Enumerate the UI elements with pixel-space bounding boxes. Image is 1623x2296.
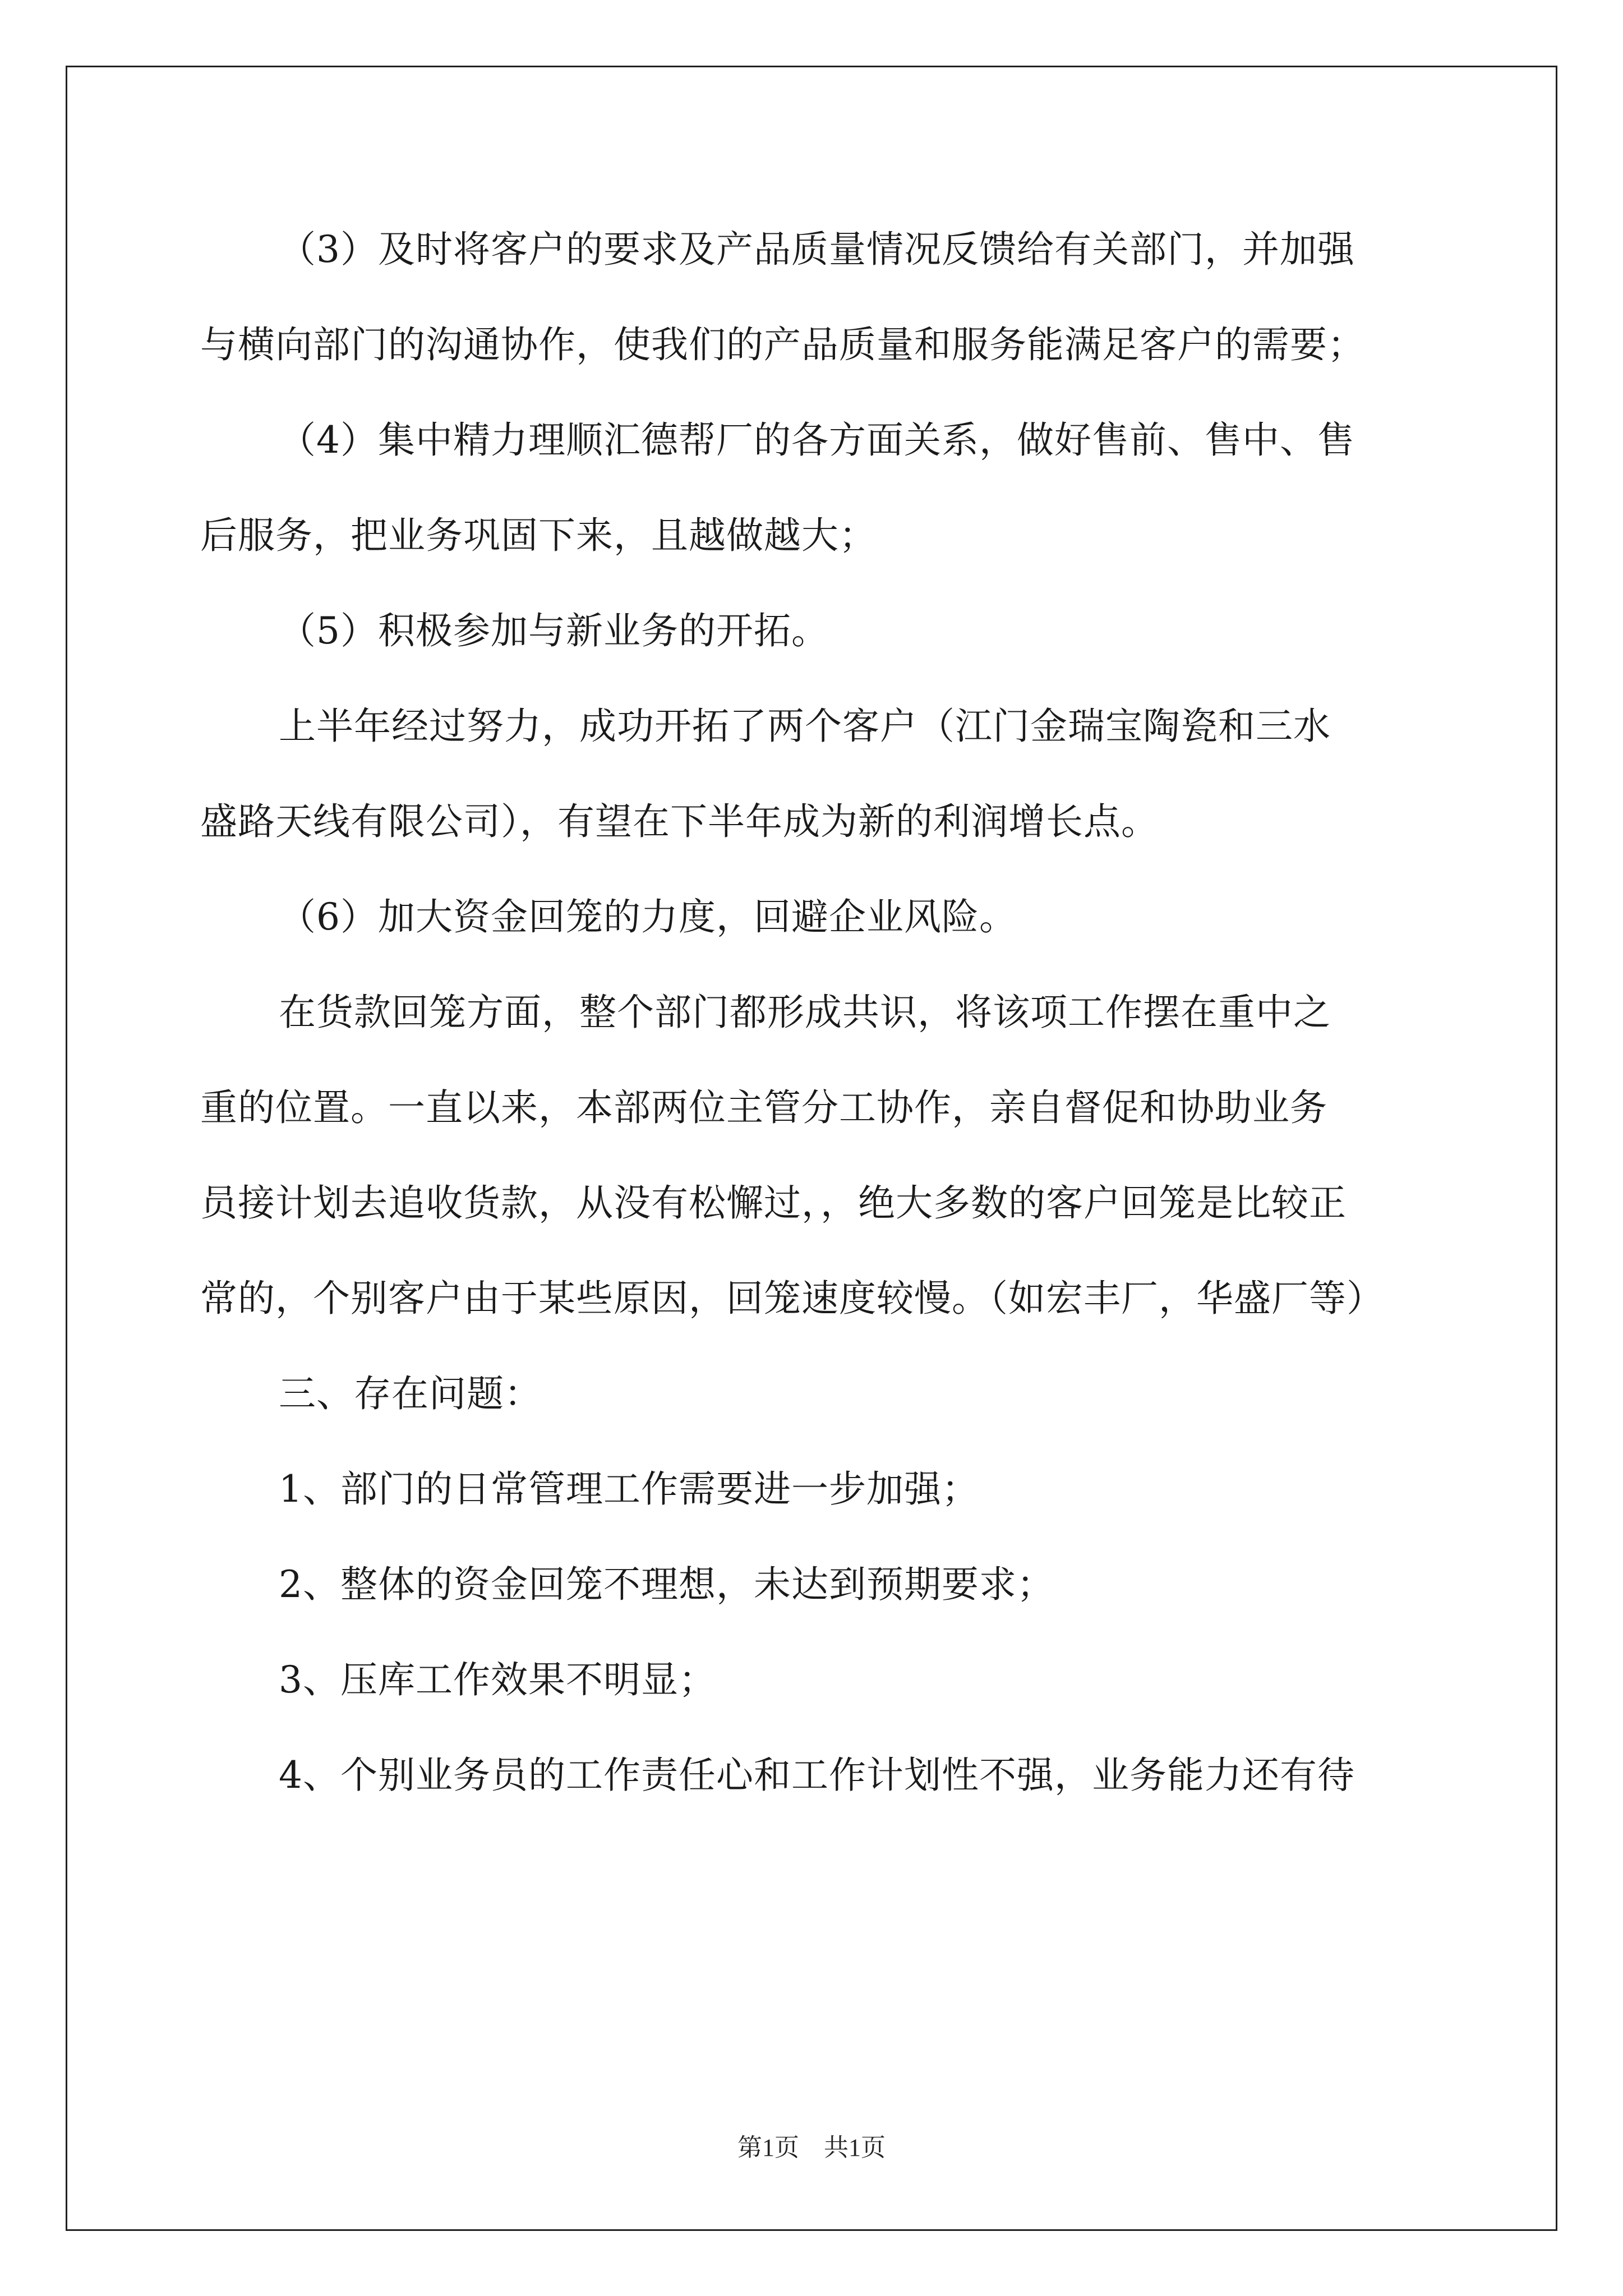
paragraph-line: 员接计划去追收货款，从没有松懈过，，绝大多数的客户回笼是比较正 (200, 1181, 1347, 1225)
paragraph-line: 上半年经过努力，成功开拓了两个客户（江门金瑞宝陶瓷和三水 (279, 705, 1331, 748)
paragraph-line: 与横向部门的沟通协作，使我们的产品质量和服务能满足客户的需要； (200, 323, 1365, 366)
list-item: 4、个别业务员的工作责任心和工作计划性不强，业务能力还有待 (279, 1754, 1355, 1797)
section-heading: 三、存在问题： (279, 1372, 542, 1415)
page-number-total: 共1页 (824, 2134, 886, 2161)
paragraph-line: 后服务，把业务巩固下来，且越做越大； (200, 514, 877, 557)
paragraph-line: 常的，个别客户由于某些原因，回笼速度较慢。（如宏丰厂，华盛厂等） (200, 1277, 1384, 1320)
paragraph-line: 在货款回笼方面，整个部门都形成共识，将该项工作摆在重中之 (279, 991, 1331, 1034)
list-item: 3、压库工作效果不明显； (279, 1658, 716, 1701)
paragraph-line: 盛路天线有限公司），有望在下半年成为新的利润增长点。 (200, 800, 1159, 843)
document-body (200, 202, 1428, 1823)
paragraph-line: （5）积极参加与新业务的开拓。 (279, 609, 829, 652)
list-item: 1、部门的日常管理工作需要进一步加强； (279, 1467, 979, 1511)
paragraph-line: （4）集中精力理顺汇德帮厂的各方面关系，做好售前、售中、售 (279, 418, 1355, 462)
list-item: 2、整体的资金回笼不理想，未达到预期要求； (279, 1563, 1054, 1606)
page-number-current: 第1页 (737, 2134, 799, 2161)
paragraph-line: （6）加大资金回笼的力度，回避企业风险。 (279, 895, 1017, 938)
paragraph-line: 重的位置。一直以来，本部两位主管分工协作，亲自督促和协助业务 (200, 1086, 1327, 1129)
paragraph-line: （3）及时将客户的要求及产品质量情况反馈给有关部门，并加强 (279, 228, 1355, 271)
page-footer (0, 2127, 1623, 2163)
